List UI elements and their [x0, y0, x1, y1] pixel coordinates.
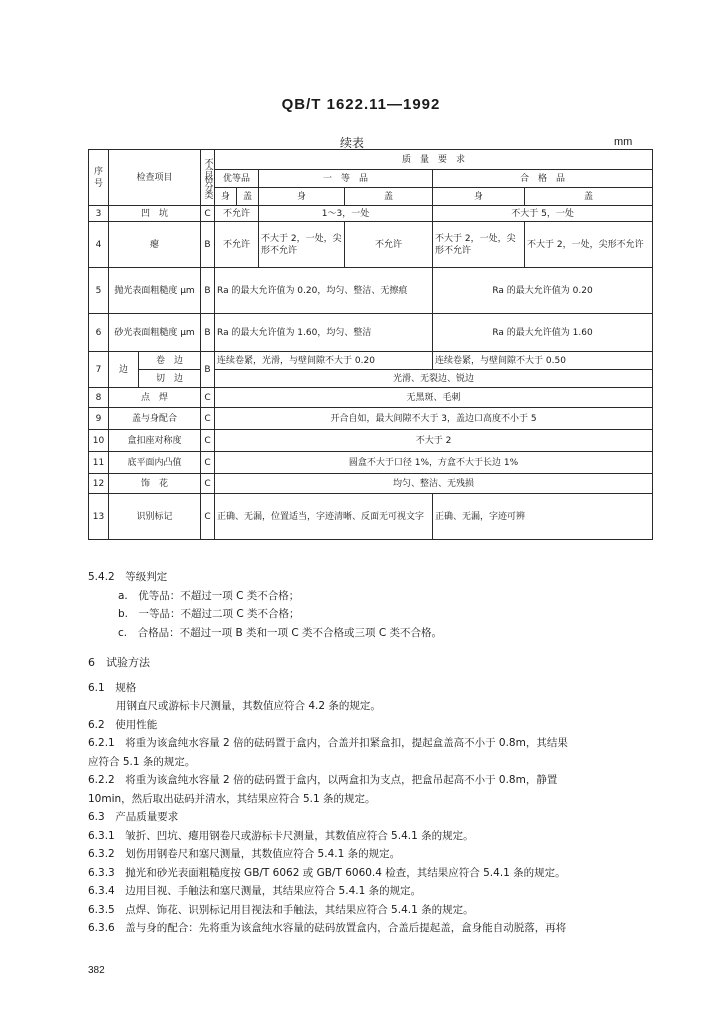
row-no: 10: [89, 430, 109, 452]
row-superior-first: 正确、无漏，位置适当，字迹清晰、反面无可视文字: [215, 494, 433, 540]
row-item: 识别标记: [109, 494, 201, 540]
row-all-grades: 圆盒不大于口径 1%，方盒不大于长边 1%: [215, 452, 653, 474]
table-row: [89, 474, 653, 494]
table-row: [89, 494, 653, 540]
clause-heading: 5.4.2 等级判定: [88, 571, 168, 583]
header-qualified: 合 格 品: [433, 170, 653, 188]
paragraph: 6.3.2 划伤用钢卷尺和塞尺测量，其数值应符合 5.4.1 条的规定。: [88, 848, 401, 860]
row-all-grades: 开合自如，最大间隙不大于 3，盖边口高度不小于 5: [215, 408, 653, 430]
header-item: 检查项目: [109, 150, 201, 206]
row-superior: 不允许: [215, 206, 259, 222]
row-no: 12: [89, 474, 109, 494]
header-sup-body: 身: [215, 188, 237, 206]
body-text: [88, 568, 668, 938]
header-qual-lid: 盖: [525, 188, 653, 206]
row-item: 底平面内凸值: [109, 452, 201, 474]
row-no: 4: [89, 222, 109, 268]
header-no: 序号: [89, 150, 109, 206]
paragraph: 应符合 5.1 条的规定。: [88, 755, 196, 768]
clause-heading: 6.1 规格: [88, 681, 137, 694]
row-item: 饰 花: [109, 474, 201, 494]
row-class: C: [201, 474, 215, 494]
row-no: 6: [89, 314, 109, 352]
row-class: C: [201, 388, 215, 408]
row-first-lid: 不允许: [345, 222, 433, 268]
row-first-body: 不大于 2，一处，尖形不允许: [259, 222, 345, 268]
table-row: [89, 388, 653, 408]
table-caption: 续表: [340, 136, 365, 150]
table-row: [89, 206, 653, 222]
table-row: [89, 408, 653, 430]
header-class: 不合格分类: [201, 150, 215, 206]
page-number: 382: [88, 965, 105, 976]
quality-requirements-table: [88, 149, 653, 540]
row-qualified: 正确、无漏，字迹可辨: [433, 494, 653, 540]
row-no: 3: [89, 206, 109, 222]
table-row: [89, 430, 653, 452]
row-item: 抛光表面粗糙度 μm: [109, 268, 201, 314]
clause-heading: 6.2 使用性能: [88, 718, 158, 731]
row-no: 9: [89, 408, 109, 430]
paragraph: 6.3.4 边用目视、手触法和塞尺测量，其结果应符合 5.4.1 条的规定。: [88, 885, 422, 897]
paragraph: 10min，然后取出砝码并清水，其结果应符合 5.1 条的规定。: [88, 792, 376, 805]
row-item: 瘪: [109, 222, 201, 268]
header-first-lid: 盖: [345, 188, 433, 206]
row-subitem: 卷 边: [139, 352, 201, 370]
paragraph: 6.2.1 将重为该盒纯水容量 2 倍的砝码置于盒内，合盖并扣紧盒扣，提起盒盖高不小于 0.8m，其结果: [88, 737, 568, 749]
row-superior-first: 连续卷紧，光滑，与壁间隙不大于 0.20: [215, 352, 433, 370]
row-item: 点 焊: [109, 388, 201, 408]
paragraph: 6.3.6 盖与身的配合：先将重为该盒纯水容量的砝码放置盒内，合盖后提起盖，盒身能自动脱落，再将: [88, 922, 567, 934]
row-class: C: [201, 452, 215, 474]
row-superior: 不允许: [215, 222, 259, 268]
row-class: C: [201, 408, 215, 430]
row-all-grades: 均匀、整洁、无残损: [215, 474, 653, 494]
section-heading: 6 试验方法: [88, 656, 150, 669]
standard-header: QB/T 1622.11—1992: [281, 96, 441, 113]
header-first: 一 等 品: [259, 170, 433, 188]
header-qual-body: 身: [433, 188, 525, 206]
row-class: B: [201, 222, 215, 268]
row-superior-first: Ra 的最大允许值为 0.20，均匀、整洁、无擦痕: [215, 268, 433, 314]
row-class: C: [201, 206, 215, 222]
clause-heading: 6.3 产品质量要求: [88, 811, 179, 823]
row-class: B: [201, 268, 215, 314]
paragraph: 6.3.1 皱折、凹坑、瘪用钢卷尺或游标卡尺测量，其数值应符合 5.4.1 条的规定。: [88, 829, 474, 842]
row-all-grades: 不大于 2: [215, 430, 653, 452]
row-subitem: 切 边: [139, 370, 201, 388]
row-item: 凹 坑: [109, 206, 201, 222]
paragraph: 用钢直尺或游标卡尺测量，其数值应符合 4.2 条的规定。: [116, 700, 381, 712]
table-row: [89, 352, 653, 370]
row-first: 1～3，一处: [259, 206, 433, 222]
list-item: b. 一等品：不超过二项 C 类不合格；: [118, 608, 300, 620]
row-superior-first: Ra 的最大允许值为 1.60，均匀、整洁: [215, 314, 433, 352]
header-first-body: 身: [259, 188, 345, 206]
row-qualified: Ra 的最大允许值为 1.60: [433, 314, 653, 352]
row-no: 5: [89, 268, 109, 314]
row-no: 11: [89, 452, 109, 474]
row-no: 13: [89, 494, 109, 540]
paragraph: 6.3.3 抛光和砂光表面粗糙度按 GB/T 6062 或 GB/T 6060.4 检查，其结果应符合 5.4.1 条的规定。: [88, 866, 566, 879]
row-qual-body: 不大于 2，一处，尖形不允许: [433, 222, 525, 268]
row-class: C: [201, 430, 215, 452]
row-item: 盒扣座对称度: [109, 430, 201, 452]
table-row: [89, 222, 653, 268]
table-unit: mm: [614, 136, 633, 148]
paragraph: 6.2.2 将重为该盒纯水容量 2 倍的砝码置于盒内，以两盒扣为支点，把盒吊起高不小于 0.8m，静置: [88, 774, 558, 786]
row-qualified: Ra 的最大允许值为 0.20: [433, 268, 653, 314]
row-no: 7: [89, 352, 109, 388]
row-qual-lid: 不大于 2，一处，尖形不允许: [525, 222, 653, 268]
row-no: 8: [89, 388, 109, 408]
list-item: a. 优等品：不超过一项 C 类不合格；: [118, 589, 300, 602]
table-row: [89, 452, 653, 474]
row-item: 边: [109, 352, 139, 388]
row-item: 盖与身配合: [109, 408, 201, 430]
row-qualified: 连续卷紧，与壁间隙不大于 0.50: [433, 352, 653, 370]
header-superior: 优等品: [215, 170, 259, 188]
row-all-grades: 无黑斑、毛刺: [215, 388, 653, 408]
row-qualified: 不大于 5，一处: [433, 206, 653, 222]
header-sup-lid: 盖: [237, 188, 259, 206]
row-class: C: [201, 494, 215, 540]
table-row: [89, 268, 653, 314]
header-quality: 质 量 要 求: [215, 150, 653, 170]
row-class: B: [201, 314, 215, 352]
paragraph: 6.3.5 点焊、饰花、识别标记用目视法和手触法，其结果应符合 5.4.1 条的规定。: [88, 903, 474, 916]
list-item: c. 合格品：不超过一项 B 类和一项 C 类不合格或三项 C 类不合格。: [118, 626, 443, 639]
table-row: [89, 314, 653, 352]
row-all-grades: 光滑、无裂边、锐边: [215, 370, 653, 388]
row-item: 砂光表面粗糙度 μm: [109, 314, 201, 352]
table-row: [89, 370, 653, 388]
row-class: B: [201, 352, 215, 388]
